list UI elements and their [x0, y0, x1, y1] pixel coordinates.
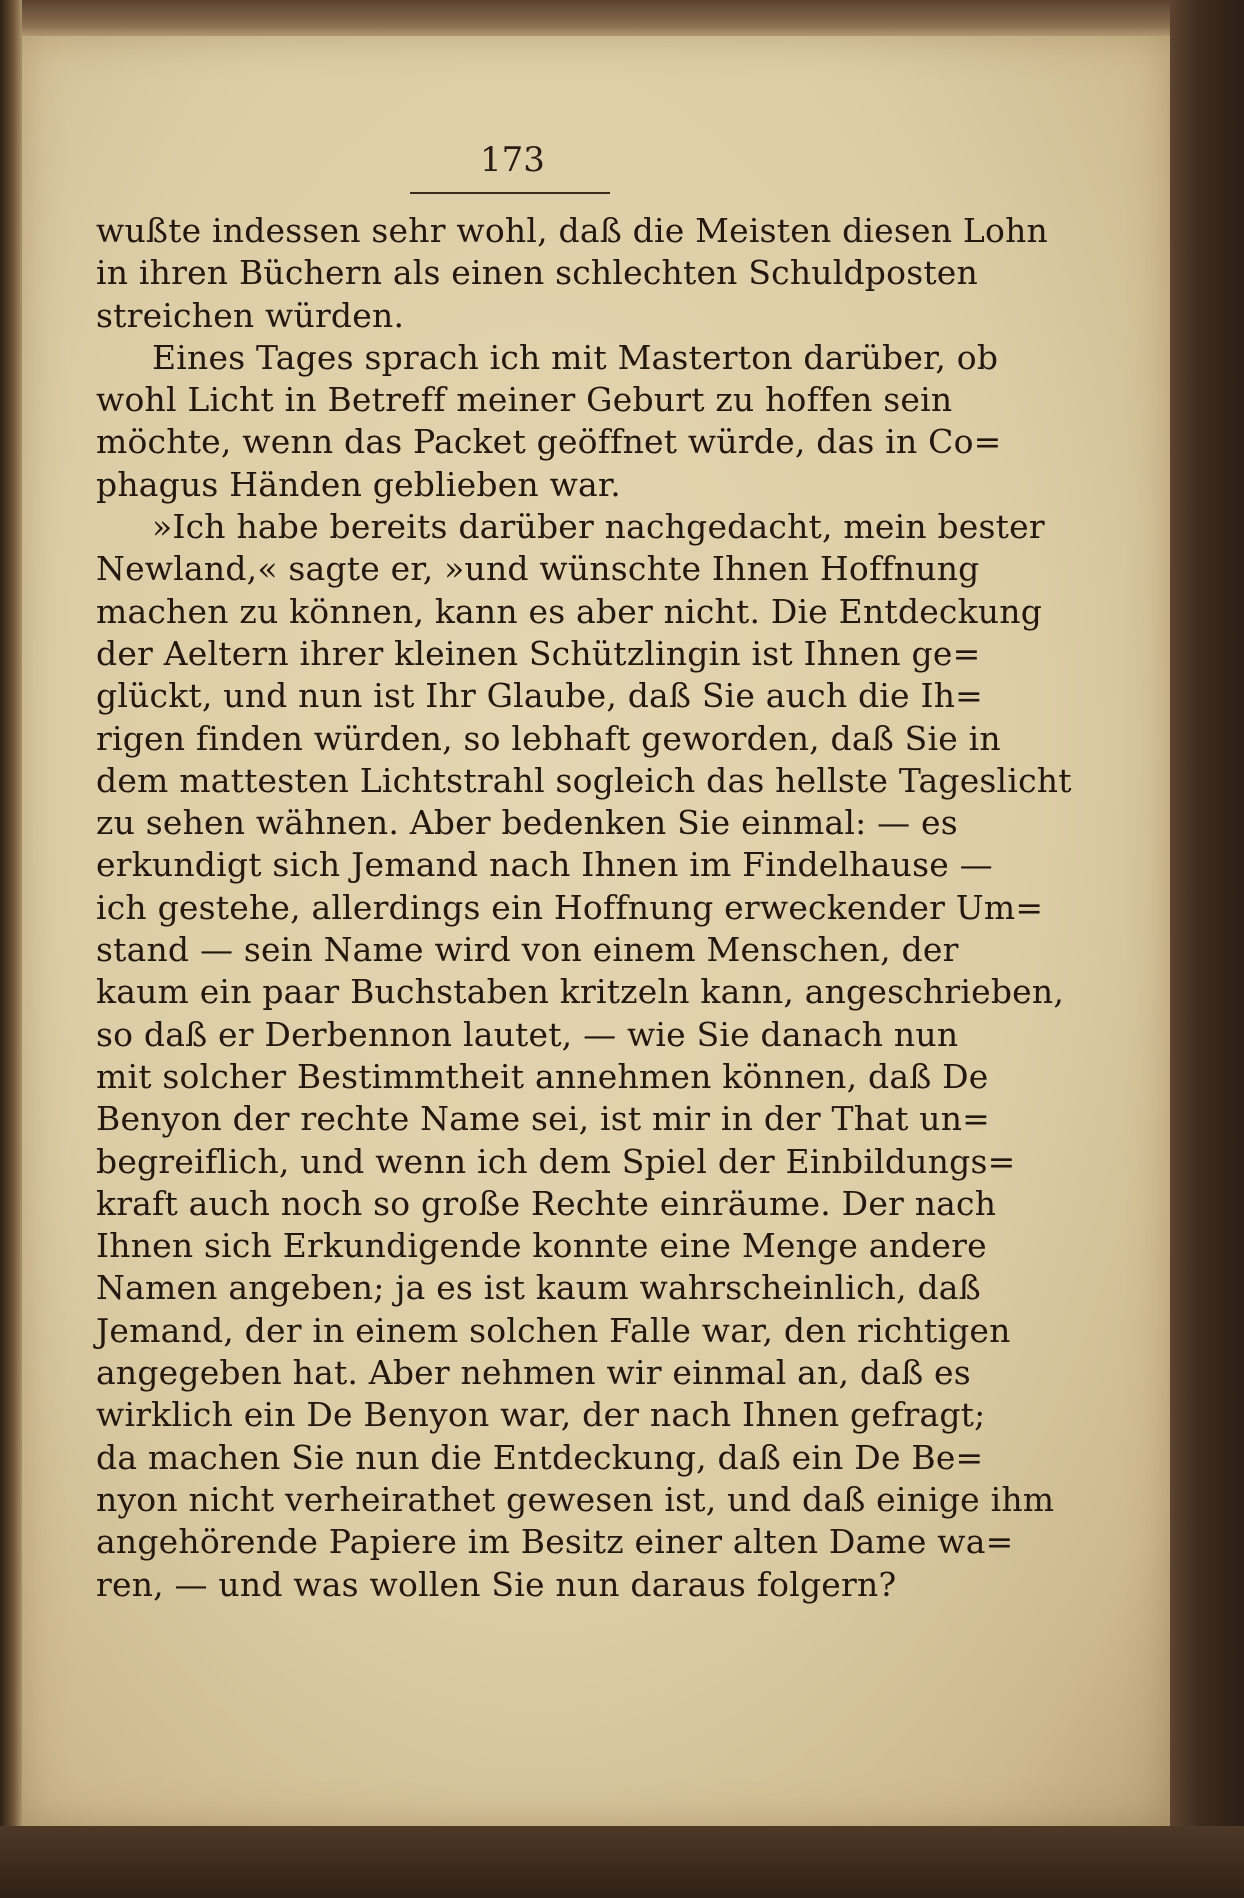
text-line: zu sehen wähnen. Aber bedenken Sie einmal: — es	[96, 803, 958, 843]
text-line: Namen angeben; ja es ist kaum wahrscheinlich, daß	[96, 1268, 981, 1308]
text-line: glückt, und nun ist Ihr Glaube, daß Sie auch die Ih=	[96, 676, 983, 716]
text-line: Jemand, der in einem solchen Falle war, den richtigen	[96, 1310, 1011, 1350]
text-line: Ihnen sich Erkundigende konnte eine Menge andere	[96, 1226, 987, 1266]
text-line: möchte, wenn das Packet geöffnet würde, das in Co=	[96, 422, 1002, 462]
text-line: begreiflich, und wenn ich dem Spiel der Einbildungs=	[96, 1141, 1016, 1181]
text-line: rigen finden würden, so lebhaft geworden, daß Sie in	[96, 718, 1001, 758]
text-line: streichen würden.	[96, 295, 405, 335]
text-line: kaum ein paar Buchstaben kritzeln kann, angeschrieben,	[96, 972, 1065, 1012]
book-top-edge	[0, 0, 1244, 36]
text-line: nyon nicht verheirathet gewesen ist, und daß einige ihm	[96, 1479, 1055, 1519]
text-line: so daß er Derbennon lautet, — wie Sie danach nun	[96, 1014, 959, 1054]
page-number: 173	[480, 140, 545, 180]
text-line: angehörende Papiere im Besitz einer alten Dame wa=	[96, 1522, 1014, 1562]
text-line: mit solcher Bestimmtheit annehmen können, daß De	[96, 1056, 989, 1096]
text-line: der Aeltern ihrer kleinen Schützlingin ist Ihnen ge=	[96, 633, 981, 673]
text-line: machen zu können, kann es aber nicht. Die Entdeckung	[96, 591, 1043, 631]
text-line: ren, — und was wollen Sie nun daraus folgern?	[96, 1564, 897, 1604]
text-line: wohl Licht in Betreff meiner Geburt zu hoffen sein	[96, 380, 953, 420]
text-line: Eines Tages sprach ich mit Masterton darüber, ob	[152, 337, 999, 377]
book-cover-board	[1170, 0, 1244, 1898]
header-rule	[410, 192, 610, 194]
text-line: Newland,« sagte er, »und wünschte Ihnen Hoffnung	[96, 549, 980, 589]
text-line: wußte indessen sehr wohl, daß die Meisten diesen Lohn	[96, 211, 1048, 250]
book-spine-edge	[0, 0, 22, 1898]
text-line: angegeben hat. Aber nehmen wir einmal an, daß es	[96, 1353, 971, 1393]
text-line: da machen Sie nun die Entdeckung, daß ein De Be=	[96, 1437, 984, 1477]
body-text	[96, 210, 1072, 1606]
text-line: Benyon der rechte Name sei, ist mir in der That un=	[96, 1099, 990, 1139]
text-line: phagus Händen geblieben war.	[96, 464, 621, 504]
text-line: kraft auch noch so große Rechte einräume. Der nach	[96, 1183, 997, 1223]
book-bottom-edge	[0, 1826, 1244, 1898]
text-line: dem mattesten Lichtstrahl sogleich das hellste Tageslicht	[96, 760, 1072, 800]
text-line: wirklich ein De Benyon war, der nach Ihnen gefragt;	[96, 1395, 986, 1435]
text-line: erkundigt sich Jemand nach Ihnen im Findelhause —	[96, 845, 993, 885]
text-line: stand — sein Name wird von einem Menschen, der	[96, 930, 959, 970]
text-line: in ihren Büchern als einen schlechten Schuldposten	[96, 253, 978, 293]
text-line: ich gestehe, allerdings ein Hoffnung erweckender Um=	[96, 887, 1044, 927]
text-line: »Ich habe bereits darüber nachgedacht, mein bester	[152, 507, 1045, 547]
